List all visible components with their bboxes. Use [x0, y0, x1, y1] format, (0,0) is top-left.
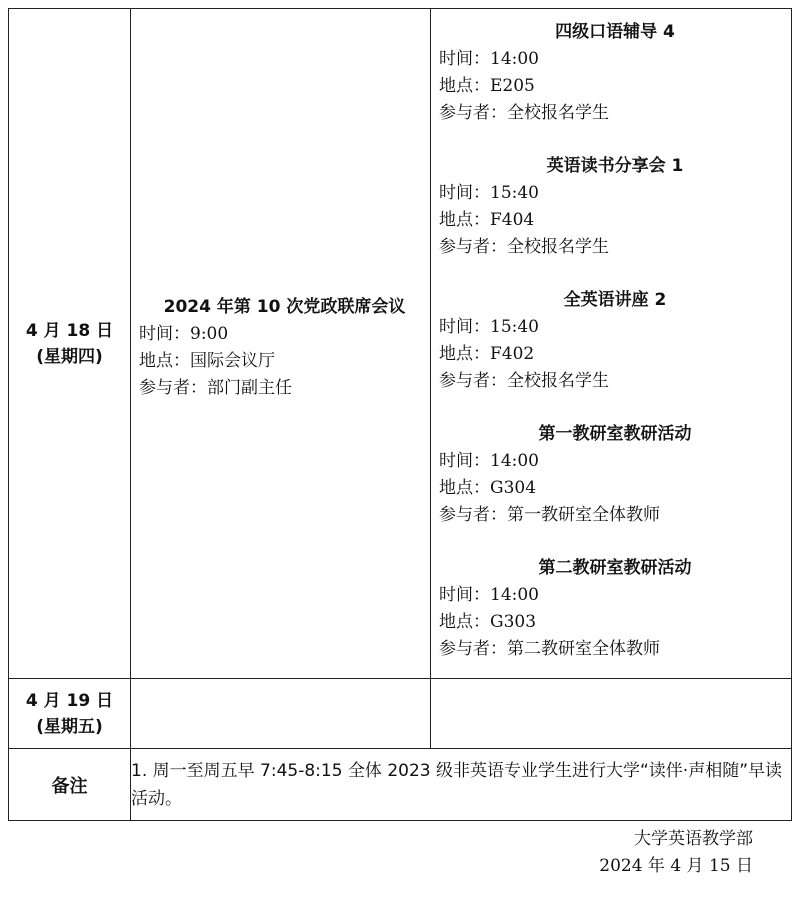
time-value: 14:00	[490, 49, 539, 69]
time-value: 14:00	[490, 451, 539, 471]
time-label: 时间：	[439, 49, 490, 69]
event-time	[439, 448, 791, 475]
table-row-apr19	[9, 679, 792, 749]
event-time	[439, 582, 791, 609]
event-participants	[439, 368, 791, 395]
event-title: 英语读书分享会 1	[546, 156, 684, 176]
date-label: 4 月 18 日	[25, 320, 114, 341]
participants-value: 全校报名学生	[507, 371, 609, 391]
event-time	[439, 46, 791, 73]
event-block	[431, 555, 791, 663]
place-label: 地点：	[439, 76, 490, 96]
table-row-remarks	[9, 749, 792, 821]
place-value: F404	[490, 210, 535, 230]
issuing-department: 大学英语教学部	[634, 829, 753, 849]
event-participants	[439, 502, 791, 529]
time-label: 时间：	[439, 585, 490, 605]
remarks-text: 1. 周一至周五早 7:45-8:15 全体 2023 级非英语专业学生进行大学“读伴·声相随”早读活动。	[131, 749, 792, 821]
event-block	[431, 19, 791, 127]
schedule-table	[8, 8, 792, 821]
event-block	[431, 287, 791, 395]
place-label: 地点：	[439, 210, 490, 230]
event-title: 第一教研室教研活动	[538, 424, 692, 444]
issue-date: 2024 年 4 月 15 日	[599, 856, 753, 876]
schedule-cell-left	[131, 679, 431, 749]
schedule-cell-right	[431, 679, 792, 749]
participants-label: 参与者：	[439, 237, 507, 257]
time-label: 时间：	[139, 323, 190, 344]
event-title: 2024 年第 10 次党政联席会议	[163, 296, 406, 317]
event-block	[431, 421, 791, 529]
participants-value: 第一教研室全体教师	[507, 505, 660, 525]
weekday-label: (星期五)	[36, 716, 103, 737]
time-label: 时间：	[439, 183, 490, 203]
event-participants	[439, 100, 791, 127]
participants-value: 全校报名学生	[507, 103, 609, 123]
participants-label: 参与者：	[439, 639, 507, 659]
schedule-cell-right	[431, 9, 792, 679]
event-place	[439, 475, 791, 502]
place-label: 地点：	[439, 478, 490, 498]
event-place	[439, 609, 791, 636]
event-place	[439, 341, 791, 368]
table-row-apr18	[9, 9, 792, 679]
time-value: 9:00	[190, 323, 229, 344]
event-participants	[439, 234, 791, 261]
place-value: F402	[490, 344, 535, 364]
place-value: 国际会议厅	[190, 350, 275, 371]
place-label: 地点：	[439, 612, 490, 632]
event-block	[431, 153, 791, 261]
time-value: 14:00	[490, 585, 539, 605]
participants-label: 参与者：	[439, 103, 507, 123]
date-cell	[9, 679, 131, 749]
weekday-label: (星期四)	[36, 346, 103, 367]
place-label: 地点：	[139, 350, 190, 371]
event-block	[131, 294, 430, 402]
event-time	[139, 321, 430, 348]
participants-value: 全校报名学生	[507, 237, 609, 257]
event-time	[439, 314, 791, 341]
document-footer	[599, 826, 753, 880]
date-cell	[9, 9, 131, 679]
time-label: 时间：	[439, 451, 490, 471]
event-time	[439, 180, 791, 207]
event-participants	[439, 636, 791, 663]
participants-label: 参与者：	[139, 377, 207, 398]
time-label: 时间：	[439, 317, 490, 337]
place-label: 地点：	[439, 344, 490, 364]
event-title: 第二教研室教研活动	[538, 558, 692, 578]
event-title: 全英语讲座 2	[563, 290, 667, 310]
schedule-cell-left	[131, 9, 431, 679]
date-label: 4 月 19 日	[25, 690, 114, 711]
event-title: 四级口语辅导 4	[555, 22, 675, 42]
event-participants	[139, 375, 430, 402]
event-place	[439, 73, 791, 100]
time-value: 15:40	[490, 183, 539, 203]
participants-value: 第二教研室全体教师	[507, 639, 660, 659]
time-value: 15:40	[490, 317, 539, 337]
place-value: G304	[490, 478, 537, 498]
place-value: E205	[490, 76, 535, 96]
participants-value: 部门副主任	[207, 377, 292, 398]
event-place	[439, 207, 791, 234]
place-value: G303	[490, 612, 537, 632]
remarks-label: 备注	[9, 749, 131, 821]
participants-label: 参与者：	[439, 505, 507, 525]
participants-label: 参与者：	[439, 371, 507, 391]
event-place	[139, 348, 430, 375]
